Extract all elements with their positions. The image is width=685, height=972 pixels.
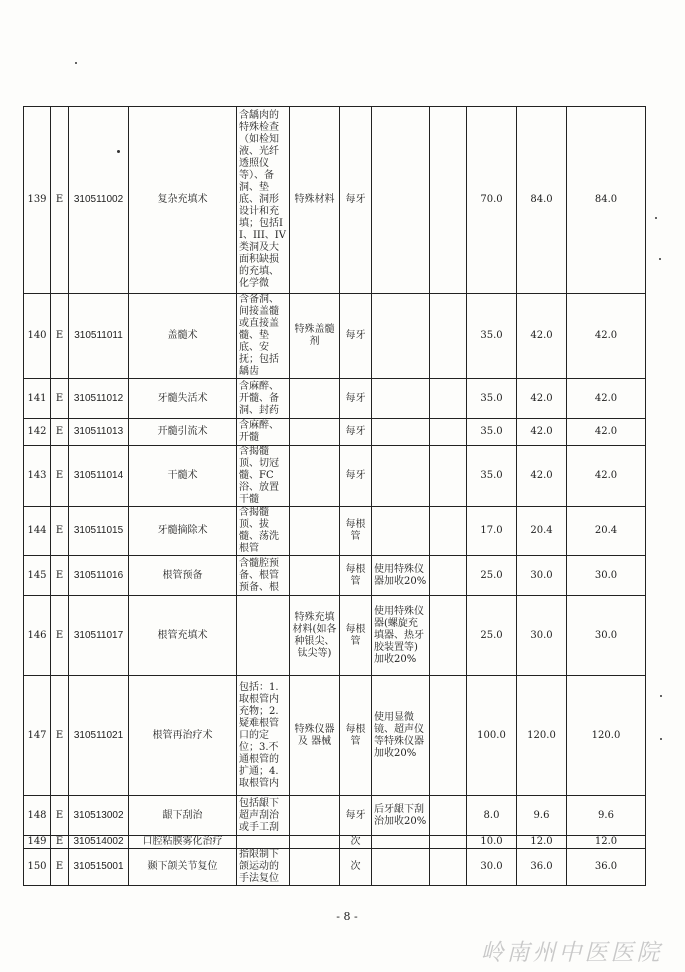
cell-p2: 42.0 <box>517 379 567 419</box>
watermark-text: 岭南州中医医院 <box>480 940 663 966</box>
cell-name: 口腔粘膜雾化治疗 <box>129 836 237 849</box>
cell-unit: 每牙 <box>340 379 372 419</box>
cell-note <box>372 294 430 379</box>
cell-p1: 35.0 <box>467 294 517 379</box>
cell-p3: 30.0 <box>567 596 646 676</box>
cell-p3: 9.6 <box>567 796 646 836</box>
cell-unit: 次 <box>340 836 372 849</box>
cell-p2: 20.4 <box>517 507 567 556</box>
cell-p2: 84.0 <box>517 107 567 294</box>
cell-content: 含备洞、间接盖髓或直接盖髓、垫底、安抚；包括龋齿 <box>237 294 290 379</box>
cell-content: 含麻醉、开髓 <box>237 419 290 446</box>
scan-speck <box>660 738 662 740</box>
scan-speck <box>655 217 657 219</box>
cell-name: 牙髓失活术 <box>129 379 237 419</box>
cell-no: 150 <box>24 849 51 886</box>
cell-p2: 9.6 <box>517 796 567 836</box>
cell-p3: 42.0 <box>567 379 646 419</box>
table-row <box>24 446 646 507</box>
table-row <box>24 379 646 419</box>
cell-no: 145 <box>24 556 51 596</box>
cell-note <box>372 107 430 294</box>
cell-p3: 36.0 <box>567 849 646 886</box>
cell-content: 含髓腔预备、根管预备、根 <box>237 556 290 596</box>
cell-unit: 每牙 <box>340 294 372 379</box>
cell-no: 143 <box>24 446 51 507</box>
cell-material <box>290 419 340 446</box>
cell-cls: E <box>51 379 69 419</box>
cell-cls: E <box>51 556 69 596</box>
cell-note <box>372 849 430 886</box>
cell-note: 使用特殊仪器加收20% <box>372 556 430 596</box>
cell-cls: E <box>51 507 69 556</box>
cell-material <box>290 507 340 556</box>
table-row <box>24 107 646 294</box>
cell-material <box>290 446 340 507</box>
cell-no: 148 <box>24 796 51 836</box>
cell-note <box>372 379 430 419</box>
cell-cls: E <box>51 596 69 676</box>
cell-unit: 每牙 <box>340 796 372 836</box>
cell-note <box>372 507 430 556</box>
cell-name: 开髓引流术 <box>129 419 237 446</box>
cell-empty <box>430 419 467 446</box>
cell-name: 盖髓术 <box>129 294 237 379</box>
table-row <box>24 294 646 379</box>
table-row <box>24 796 646 836</box>
cell-cls: E <box>51 849 69 886</box>
cell-code: 310514002 <box>69 836 129 849</box>
cell-no: 142 <box>24 419 51 446</box>
cell-code: 310511016 <box>69 556 129 596</box>
fee-table <box>23 106 646 886</box>
cell-cls: E <box>51 294 69 379</box>
cell-cls: E <box>51 419 69 446</box>
cell-p3: 20.4 <box>567 507 646 556</box>
cell-no: 141 <box>24 379 51 419</box>
cell-p3: 12.0 <box>567 836 646 849</box>
cell-note <box>372 446 430 507</box>
table-row <box>24 419 646 446</box>
cell-code: 310511012 <box>69 379 129 419</box>
table-row <box>24 849 646 886</box>
cell-material <box>290 379 340 419</box>
cell-code: 310511011 <box>69 294 129 379</box>
cell-material <box>290 796 340 836</box>
table-row <box>24 556 646 596</box>
cell-p2: 42.0 <box>517 294 567 379</box>
cell-name: 根管充填术 <box>129 596 237 676</box>
table-row <box>24 596 646 676</box>
cell-p2: 120.0 <box>517 676 567 796</box>
cell-p2: 30.0 <box>517 596 567 676</box>
cell-code: 310511002 <box>69 107 129 294</box>
cell-p1: 35.0 <box>467 446 517 507</box>
cell-code: 310511017 <box>69 596 129 676</box>
cell-empty <box>430 796 467 836</box>
cell-name: 根管再治疗术 <box>129 676 237 796</box>
cell-code: 310511014 <box>69 446 129 507</box>
cell-p1: 100.0 <box>467 676 517 796</box>
table-row <box>24 676 646 796</box>
cell-cls: E <box>51 107 69 294</box>
cell-empty <box>430 507 467 556</box>
cell-cls: E <box>51 446 69 507</box>
cell-code: 310513002 <box>69 796 129 836</box>
cell-code: 310515001 <box>69 849 129 886</box>
cell-p1: 70.0 <box>467 107 517 294</box>
fee-table-body <box>24 107 646 886</box>
cell-p3: 42.0 <box>567 446 646 507</box>
cell-unit: 次 <box>340 849 372 886</box>
cell-p1: 17.0 <box>467 507 517 556</box>
cell-name: 龈下刮治 <box>129 796 237 836</box>
cell-p3: 84.0 <box>567 107 646 294</box>
cell-p3: 120.0 <box>567 676 646 796</box>
cell-unit: 每根管 <box>340 556 372 596</box>
table-row <box>24 507 646 556</box>
cell-content: 指限制下颌运动的手法复位 <box>237 849 290 886</box>
table-row <box>24 836 646 849</box>
scan-speck <box>659 258 661 260</box>
cell-content <box>237 596 290 676</box>
cell-name: 颞下颌关节复位 <box>129 849 237 886</box>
cell-content: 含龋肉的特殊检查（如检知液、光纤透照仪等）、备洞、垫底、洞形设计和充填；包括II、III、IV类洞及大面积缺损的充填、化学微 <box>237 107 290 294</box>
cell-unit: 每牙 <box>340 446 372 507</box>
cell-content: 包括龈下超声刮治或手工刮 <box>237 796 290 836</box>
cell-material: 特殊材料 <box>290 107 340 294</box>
cell-cls: E <box>51 796 69 836</box>
cell-material: 特殊充填材料(如各种银尖、钛尖等) <box>290 596 340 676</box>
cell-empty <box>430 836 467 849</box>
cell-p3: 30.0 <box>567 556 646 596</box>
cell-empty <box>430 556 467 596</box>
cell-empty <box>430 446 467 507</box>
cell-p2: 42.0 <box>517 419 567 446</box>
cell-empty <box>430 294 467 379</box>
cell-p1: 25.0 <box>467 596 517 676</box>
cell-empty <box>430 107 467 294</box>
cell-note: 使用显微镜、超声仪等特殊仪器加收20% <box>372 676 430 796</box>
cell-material <box>290 556 340 596</box>
cell-content: 包括：1.取根管内充物；2.疑难根管口的定位；3.不通根管的扩通；4.取根管内 <box>237 676 290 796</box>
cell-p1: 35.0 <box>467 419 517 446</box>
cell-p2: 42.0 <box>517 446 567 507</box>
cell-name: 干髓术 <box>129 446 237 507</box>
cell-cls: E <box>51 676 69 796</box>
cell-content: 含揭髓顶、切冠髓、FC浴、放置干髓 <box>237 446 290 507</box>
cell-unit: 每根管 <box>340 596 372 676</box>
cell-material: 特殊盖髓剂 <box>290 294 340 379</box>
cell-code: 310511015 <box>69 507 129 556</box>
cell-no: 144 <box>24 507 51 556</box>
cell-name: 根管预备 <box>129 556 237 596</box>
cell-no: 147 <box>24 676 51 796</box>
cell-content: 含揭髓顶、拔髓、荡洗根管 <box>237 507 290 556</box>
cell-unit: 每根管 <box>340 507 372 556</box>
cell-empty <box>430 596 467 676</box>
cell-no: 149 <box>24 836 51 849</box>
cell-name: 复杂充填术 <box>129 107 237 294</box>
cell-code: 310511013 <box>69 419 129 446</box>
cell-code: 310511021 <box>69 676 129 796</box>
cell-p3: 42.0 <box>567 419 646 446</box>
cell-no: 140 <box>24 294 51 379</box>
cell-unit: 每牙 <box>340 419 372 446</box>
cell-material <box>290 849 340 886</box>
scan-speck <box>75 62 77 64</box>
cell-empty <box>430 676 467 796</box>
cell-empty <box>430 379 467 419</box>
scan-speck <box>660 695 662 697</box>
cell-content <box>237 836 290 849</box>
cell-note <box>372 836 430 849</box>
cell-p1: 30.0 <box>467 849 517 886</box>
cell-content: 含麻醉、开髓、备洞、封药 <box>237 379 290 419</box>
cell-material: 特殊仪器及 器械 <box>290 676 340 796</box>
page-number: - 8 - <box>336 910 358 923</box>
cell-note: 使用特殊仪器(螺旋充填器、热牙胶装置等)加收20% <box>372 596 430 676</box>
cell-p2: 30.0 <box>517 556 567 596</box>
cell-p1: 35.0 <box>467 379 517 419</box>
cell-cls: E <box>51 836 69 849</box>
cell-p1: 10.0 <box>467 836 517 849</box>
cell-p3: 42.0 <box>567 294 646 379</box>
cell-p1: 25.0 <box>467 556 517 596</box>
cell-p2: 12.0 <box>517 836 567 849</box>
cell-p1: 8.0 <box>467 796 517 836</box>
cell-material <box>290 836 340 849</box>
cell-no: 139 <box>24 107 51 294</box>
cell-note: 后牙龈下刮治加收20% <box>372 796 430 836</box>
cell-name: 牙髓摘除术 <box>129 507 237 556</box>
cell-unit: 每根管 <box>340 676 372 796</box>
cell-note <box>372 419 430 446</box>
cell-no: 146 <box>24 596 51 676</box>
cell-p2: 36.0 <box>517 849 567 886</box>
cell-unit: 每牙 <box>340 107 372 294</box>
cell-empty <box>430 849 467 886</box>
